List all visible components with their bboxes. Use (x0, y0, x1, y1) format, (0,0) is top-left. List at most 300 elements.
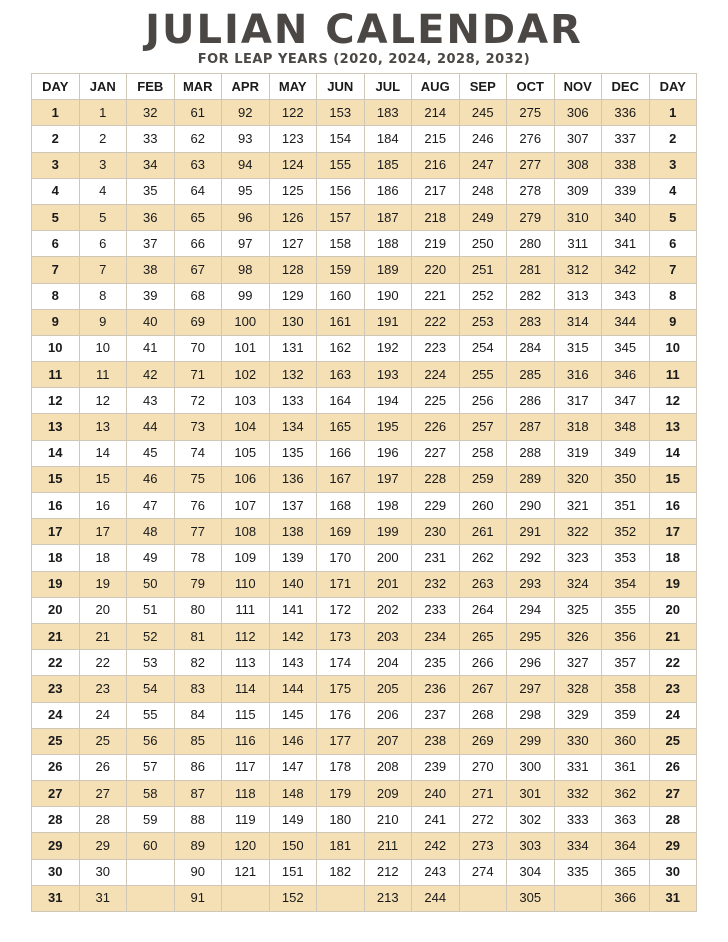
julian-day-cell (222, 885, 270, 911)
julian-day-cell: 294 (507, 597, 555, 623)
julian-day-cell: 57 (127, 754, 175, 780)
julian-day-cell: 180 (317, 807, 365, 833)
julian-day-cell: 216 (412, 152, 460, 178)
day-number-cell: 5 (32, 204, 80, 230)
julian-day-cell: 212 (364, 859, 412, 885)
day-number-cell: 5 (649, 204, 697, 230)
day-number-cell: 18 (32, 545, 80, 571)
header-row (32, 74, 697, 100)
julian-day-cell: 11 (79, 362, 127, 388)
julian-day-cell: 188 (364, 231, 412, 257)
julian-day-cell: 75 (174, 466, 222, 492)
julian-day-cell: 297 (507, 676, 555, 702)
julian-day-cell: 342 (602, 257, 650, 283)
column-header: OCT (507, 74, 555, 100)
julian-day-cell: 60 (127, 833, 175, 859)
julian-day-cell: 77 (174, 519, 222, 545)
julian-day-cell: 364 (602, 833, 650, 859)
julian-day-cell: 312 (554, 257, 602, 283)
day-number-cell: 30 (32, 859, 80, 885)
julian-day-cell: 55 (127, 702, 175, 728)
julian-day-cell: 243 (412, 859, 460, 885)
julian-day-cell: 217 (412, 178, 460, 204)
julian-calendar-table (31, 73, 697, 912)
julian-day-cell: 54 (127, 676, 175, 702)
table-row (32, 885, 697, 911)
julian-day-cell: 248 (459, 178, 507, 204)
day-number-cell: 22 (649, 650, 697, 676)
julian-day-cell: 315 (554, 335, 602, 361)
julian-day-cell: 337 (602, 126, 650, 152)
julian-day-cell: 207 (364, 728, 412, 754)
day-number-cell: 1 (649, 100, 697, 126)
table-row (32, 362, 697, 388)
julian-day-cell: 295 (507, 623, 555, 649)
table-row (32, 623, 697, 649)
julian-day-cell: 131 (269, 335, 317, 361)
julian-day-cell: 329 (554, 702, 602, 728)
julian-day-cell: 56 (127, 728, 175, 754)
julian-day-cell: 127 (269, 231, 317, 257)
julian-day-cell: 193 (364, 362, 412, 388)
table-row (32, 728, 697, 754)
julian-day-cell: 206 (364, 702, 412, 728)
julian-day-cell: 84 (174, 702, 222, 728)
julian-day-cell: 254 (459, 335, 507, 361)
julian-day-cell: 247 (459, 152, 507, 178)
table-row (32, 702, 697, 728)
julian-day-cell: 97 (222, 231, 270, 257)
julian-day-cell: 291 (507, 519, 555, 545)
julian-day-cell: 325 (554, 597, 602, 623)
julian-day-cell: 68 (174, 283, 222, 309)
day-number-cell: 21 (32, 623, 80, 649)
day-number-cell: 23 (32, 676, 80, 702)
day-number-cell: 14 (649, 440, 697, 466)
table-row (32, 545, 697, 571)
julian-day-cell: 187 (364, 204, 412, 230)
julian-day-cell: 313 (554, 283, 602, 309)
julian-day-cell: 38 (127, 257, 175, 283)
julian-day-cell: 70 (174, 335, 222, 361)
table-row (32, 833, 697, 859)
day-number-cell: 4 (649, 178, 697, 204)
day-number-cell: 26 (32, 754, 80, 780)
julian-day-cell: 199 (364, 519, 412, 545)
page-title: JULIAN CALENDAR (145, 7, 583, 53)
julian-day-cell: 359 (602, 702, 650, 728)
julian-day-cell: 92 (222, 100, 270, 126)
julian-day-cell: 301 (507, 781, 555, 807)
julian-day-cell: 238 (412, 728, 460, 754)
day-number-cell: 26 (649, 754, 697, 780)
julian-day-cell: 36 (127, 204, 175, 230)
julian-day-cell: 256 (459, 388, 507, 414)
julian-day-cell: 96 (222, 204, 270, 230)
julian-day-cell: 208 (364, 754, 412, 780)
julian-day-cell: 153 (317, 100, 365, 126)
julian-day-cell: 122 (269, 100, 317, 126)
column-header: JUN (317, 74, 365, 100)
day-number-cell: 29 (32, 833, 80, 859)
day-number-cell: 11 (32, 362, 80, 388)
julian-day-cell: 231 (412, 545, 460, 571)
julian-day-cell: 110 (222, 571, 270, 597)
julian-day-cell: 203 (364, 623, 412, 649)
table-row (32, 493, 697, 519)
julian-day-cell: 120 (222, 833, 270, 859)
day-number-cell: 27 (649, 781, 697, 807)
julian-day-cell: 336 (602, 100, 650, 126)
julian-day-cell: 236 (412, 676, 460, 702)
julian-day-cell: 310 (554, 204, 602, 230)
julian-day-cell: 8 (79, 283, 127, 309)
julian-day-cell: 32 (127, 100, 175, 126)
julian-day-cell: 282 (507, 283, 555, 309)
day-number-cell: 8 (649, 283, 697, 309)
day-number-cell: 15 (32, 466, 80, 492)
julian-day-cell: 227 (412, 440, 460, 466)
julian-day-cell: 26 (79, 754, 127, 780)
day-number-cell: 7 (649, 257, 697, 283)
julian-day-cell: 261 (459, 519, 507, 545)
julian-day-cell: 218 (412, 204, 460, 230)
day-number-cell: 19 (649, 571, 697, 597)
julian-day-cell: 34 (127, 152, 175, 178)
julian-day-cell: 9 (79, 309, 127, 335)
julian-day-cell: 302 (507, 807, 555, 833)
julian-day-cell: 358 (602, 676, 650, 702)
julian-day-cell: 286 (507, 388, 555, 414)
julian-day-cell: 47 (127, 493, 175, 519)
julian-day-cell: 106 (222, 466, 270, 492)
day-number-cell: 9 (649, 309, 697, 335)
julian-day-cell: 149 (269, 807, 317, 833)
julian-day-cell: 284 (507, 335, 555, 361)
julian-day-cell: 214 (412, 100, 460, 126)
julian-day-cell: 170 (317, 545, 365, 571)
julian-day-cell: 299 (507, 728, 555, 754)
day-number-cell: 10 (649, 335, 697, 361)
julian-day-cell: 141 (269, 597, 317, 623)
julian-day-cell (317, 885, 365, 911)
julian-day-cell: 159 (317, 257, 365, 283)
julian-day-cell: 35 (127, 178, 175, 204)
julian-day-cell: 341 (602, 231, 650, 257)
day-number-cell: 3 (649, 152, 697, 178)
julian-day-cell: 172 (317, 597, 365, 623)
julian-day-cell: 12 (79, 388, 127, 414)
day-number-cell: 22 (32, 650, 80, 676)
julian-day-cell: 351 (602, 493, 650, 519)
julian-day-cell: 255 (459, 362, 507, 388)
julian-day-cell: 43 (127, 388, 175, 414)
julian-day-cell: 363 (602, 807, 650, 833)
julian-day-cell: 205 (364, 676, 412, 702)
day-number-cell: 16 (32, 493, 80, 519)
column-header: MAR (174, 74, 222, 100)
table-row (32, 126, 697, 152)
julian-day-cell: 151 (269, 859, 317, 885)
day-number-cell: 18 (649, 545, 697, 571)
day-number-cell: 21 (649, 623, 697, 649)
day-number-cell: 19 (32, 571, 80, 597)
julian-day-cell: 300 (507, 754, 555, 780)
julian-day-cell: 176 (317, 702, 365, 728)
julian-day-cell: 194 (364, 388, 412, 414)
julian-day-cell: 171 (317, 571, 365, 597)
julian-day-cell: 121 (222, 859, 270, 885)
julian-day-cell: 175 (317, 676, 365, 702)
julian-day-cell: 202 (364, 597, 412, 623)
table-row (32, 414, 697, 440)
julian-day-cell: 30 (79, 859, 127, 885)
column-header: DEC (602, 74, 650, 100)
column-header: JUL (364, 74, 412, 100)
julian-day-cell: 349 (602, 440, 650, 466)
julian-day-cell: 179 (317, 781, 365, 807)
julian-day-cell: 237 (412, 702, 460, 728)
day-number-cell: 2 (32, 126, 80, 152)
julian-day-cell: 273 (459, 833, 507, 859)
julian-day-cell: 164 (317, 388, 365, 414)
julian-day-cell: 111 (222, 597, 270, 623)
julian-day-cell: 226 (412, 414, 460, 440)
julian-day-cell: 73 (174, 414, 222, 440)
julian-day-cell: 183 (364, 100, 412, 126)
julian-day-cell: 93 (222, 126, 270, 152)
julian-day-cell: 113 (222, 650, 270, 676)
julian-day-cell: 263 (459, 571, 507, 597)
julian-day-cell: 192 (364, 335, 412, 361)
julian-day-cell: 150 (269, 833, 317, 859)
julian-day-cell: 335 (554, 859, 602, 885)
julian-day-cell: 177 (317, 728, 365, 754)
julian-day-cell: 229 (412, 493, 460, 519)
julian-day-cell: 296 (507, 650, 555, 676)
table-row (32, 650, 697, 676)
julian-day-cell: 24 (79, 702, 127, 728)
julian-day-cell: 39 (127, 283, 175, 309)
julian-day-cell: 360 (602, 728, 650, 754)
table-row (32, 597, 697, 623)
julian-day-cell: 157 (317, 204, 365, 230)
julian-day-cell: 72 (174, 388, 222, 414)
julian-day-cell: 3 (79, 152, 127, 178)
julian-day-cell: 186 (364, 178, 412, 204)
julian-day-cell: 130 (269, 309, 317, 335)
julian-day-cell: 152 (269, 885, 317, 911)
julian-day-cell: 86 (174, 754, 222, 780)
table-row (32, 388, 697, 414)
julian-day-cell: 200 (364, 545, 412, 571)
julian-day-cell: 168 (317, 493, 365, 519)
julian-day-cell: 124 (269, 152, 317, 178)
julian-day-cell: 287 (507, 414, 555, 440)
julian-day-cell: 46 (127, 466, 175, 492)
julian-day-cell: 169 (317, 519, 365, 545)
julian-day-cell: 344 (602, 309, 650, 335)
day-number-cell: 28 (649, 807, 697, 833)
julian-day-cell: 290 (507, 493, 555, 519)
julian-day-cell: 40 (127, 309, 175, 335)
julian-day-cell: 356 (602, 623, 650, 649)
julian-day-cell: 16 (79, 493, 127, 519)
julian-day-cell: 293 (507, 571, 555, 597)
table-row (32, 571, 697, 597)
day-number-cell: 14 (32, 440, 80, 466)
julian-day-cell: 224 (412, 362, 460, 388)
julian-day-cell: 276 (507, 126, 555, 152)
julian-day-cell: 320 (554, 466, 602, 492)
julian-day-cell: 138 (269, 519, 317, 545)
julian-day-cell: 289 (507, 466, 555, 492)
julian-day-cell: 182 (317, 859, 365, 885)
julian-day-cell (459, 885, 507, 911)
table-row (32, 519, 697, 545)
julian-day-cell: 240 (412, 781, 460, 807)
julian-day-cell: 88 (174, 807, 222, 833)
julian-day-cell: 142 (269, 623, 317, 649)
julian-day-cell: 154 (317, 126, 365, 152)
julian-day-cell: 268 (459, 702, 507, 728)
julian-day-cell: 20 (79, 597, 127, 623)
julian-day-cell: 305 (507, 885, 555, 911)
julian-day-cell: 201 (364, 571, 412, 597)
julian-day-cell: 259 (459, 466, 507, 492)
column-header: DAY (32, 74, 80, 100)
julian-day-cell: 80 (174, 597, 222, 623)
table-row (32, 859, 697, 885)
table-row (32, 807, 697, 833)
julian-day-cell (554, 885, 602, 911)
day-number-cell: 24 (649, 702, 697, 728)
julian-day-cell: 135 (269, 440, 317, 466)
julian-day-cell: 45 (127, 440, 175, 466)
julian-day-cell: 134 (269, 414, 317, 440)
julian-day-cell: 28 (79, 807, 127, 833)
julian-day-cell: 119 (222, 807, 270, 833)
day-number-cell: 25 (32, 728, 80, 754)
julian-day-cell: 252 (459, 283, 507, 309)
julian-day-cell: 74 (174, 440, 222, 466)
julian-day-cell: 163 (317, 362, 365, 388)
julian-day-cell: 95 (222, 178, 270, 204)
day-number-cell: 13 (32, 414, 80, 440)
julian-day-cell: 83 (174, 676, 222, 702)
julian-day-cell: 136 (269, 466, 317, 492)
julian-day-cell: 162 (317, 335, 365, 361)
julian-day-cell: 89 (174, 833, 222, 859)
day-number-cell: 8 (32, 283, 80, 309)
julian-day-cell: 158 (317, 231, 365, 257)
day-number-cell: 6 (649, 231, 697, 257)
julian-day-cell: 249 (459, 204, 507, 230)
julian-day-cell: 144 (269, 676, 317, 702)
day-number-cell: 9 (32, 309, 80, 335)
day-number-cell: 15 (649, 466, 697, 492)
table-row (32, 440, 697, 466)
julian-day-cell: 270 (459, 754, 507, 780)
julian-day-cell: 1 (79, 100, 127, 126)
day-number-cell: 23 (649, 676, 697, 702)
column-header: NOV (554, 74, 602, 100)
julian-day-cell: 155 (317, 152, 365, 178)
julian-day-cell: 15 (79, 466, 127, 492)
table-row (32, 781, 697, 807)
julian-day-cell: 94 (222, 152, 270, 178)
julian-day-cell: 251 (459, 257, 507, 283)
julian-day-cell: 114 (222, 676, 270, 702)
julian-day-cell: 354 (602, 571, 650, 597)
julian-day-cell: 44 (127, 414, 175, 440)
julian-day-cell: 2 (79, 126, 127, 152)
julian-day-cell: 318 (554, 414, 602, 440)
julian-day-cell: 246 (459, 126, 507, 152)
julian-day-cell: 250 (459, 231, 507, 257)
julian-day-cell: 161 (317, 309, 365, 335)
day-number-cell: 20 (32, 597, 80, 623)
day-number-cell: 1 (32, 100, 80, 126)
julian-day-cell: 148 (269, 781, 317, 807)
julian-day-cell: 100 (222, 309, 270, 335)
julian-day-cell: 262 (459, 545, 507, 571)
julian-day-cell: 348 (602, 414, 650, 440)
day-number-cell: 27 (32, 781, 80, 807)
julian-day-cell: 316 (554, 362, 602, 388)
table-row (32, 178, 697, 204)
julian-day-cell: 42 (127, 362, 175, 388)
column-header: MAY (269, 74, 317, 100)
julian-day-cell: 331 (554, 754, 602, 780)
julian-day-cell: 49 (127, 545, 175, 571)
julian-day-cell: 196 (364, 440, 412, 466)
day-number-cell: 31 (649, 885, 697, 911)
julian-day-cell: 357 (602, 650, 650, 676)
julian-day-cell: 116 (222, 728, 270, 754)
julian-day-cell: 283 (507, 309, 555, 335)
julian-day-cell: 126 (269, 204, 317, 230)
julian-day-cell: 211 (364, 833, 412, 859)
day-number-cell: 17 (32, 519, 80, 545)
julian-day-cell: 76 (174, 493, 222, 519)
julian-day-cell: 278 (507, 178, 555, 204)
julian-day-cell: 350 (602, 466, 650, 492)
julian-day-cell: 91 (174, 885, 222, 911)
julian-day-cell: 147 (269, 754, 317, 780)
day-number-cell: 30 (649, 859, 697, 885)
julian-day-cell: 160 (317, 283, 365, 309)
julian-day-cell: 65 (174, 204, 222, 230)
julian-day-cell: 298 (507, 702, 555, 728)
julian-day-cell: 178 (317, 754, 365, 780)
julian-day-cell: 137 (269, 493, 317, 519)
julian-day-cell: 50 (127, 571, 175, 597)
julian-day-cell: 347 (602, 388, 650, 414)
julian-day-cell: 66 (174, 231, 222, 257)
julian-day-cell: 308 (554, 152, 602, 178)
day-number-cell: 7 (32, 257, 80, 283)
julian-day-cell: 292 (507, 545, 555, 571)
julian-day-cell: 53 (127, 650, 175, 676)
table-row (32, 283, 697, 309)
julian-day-cell: 191 (364, 309, 412, 335)
julian-day-cell: 274 (459, 859, 507, 885)
julian-day-cell: 31 (79, 885, 127, 911)
julian-day-cell: 166 (317, 440, 365, 466)
julian-day-cell: 69 (174, 309, 222, 335)
julian-day-cell: 87 (174, 781, 222, 807)
